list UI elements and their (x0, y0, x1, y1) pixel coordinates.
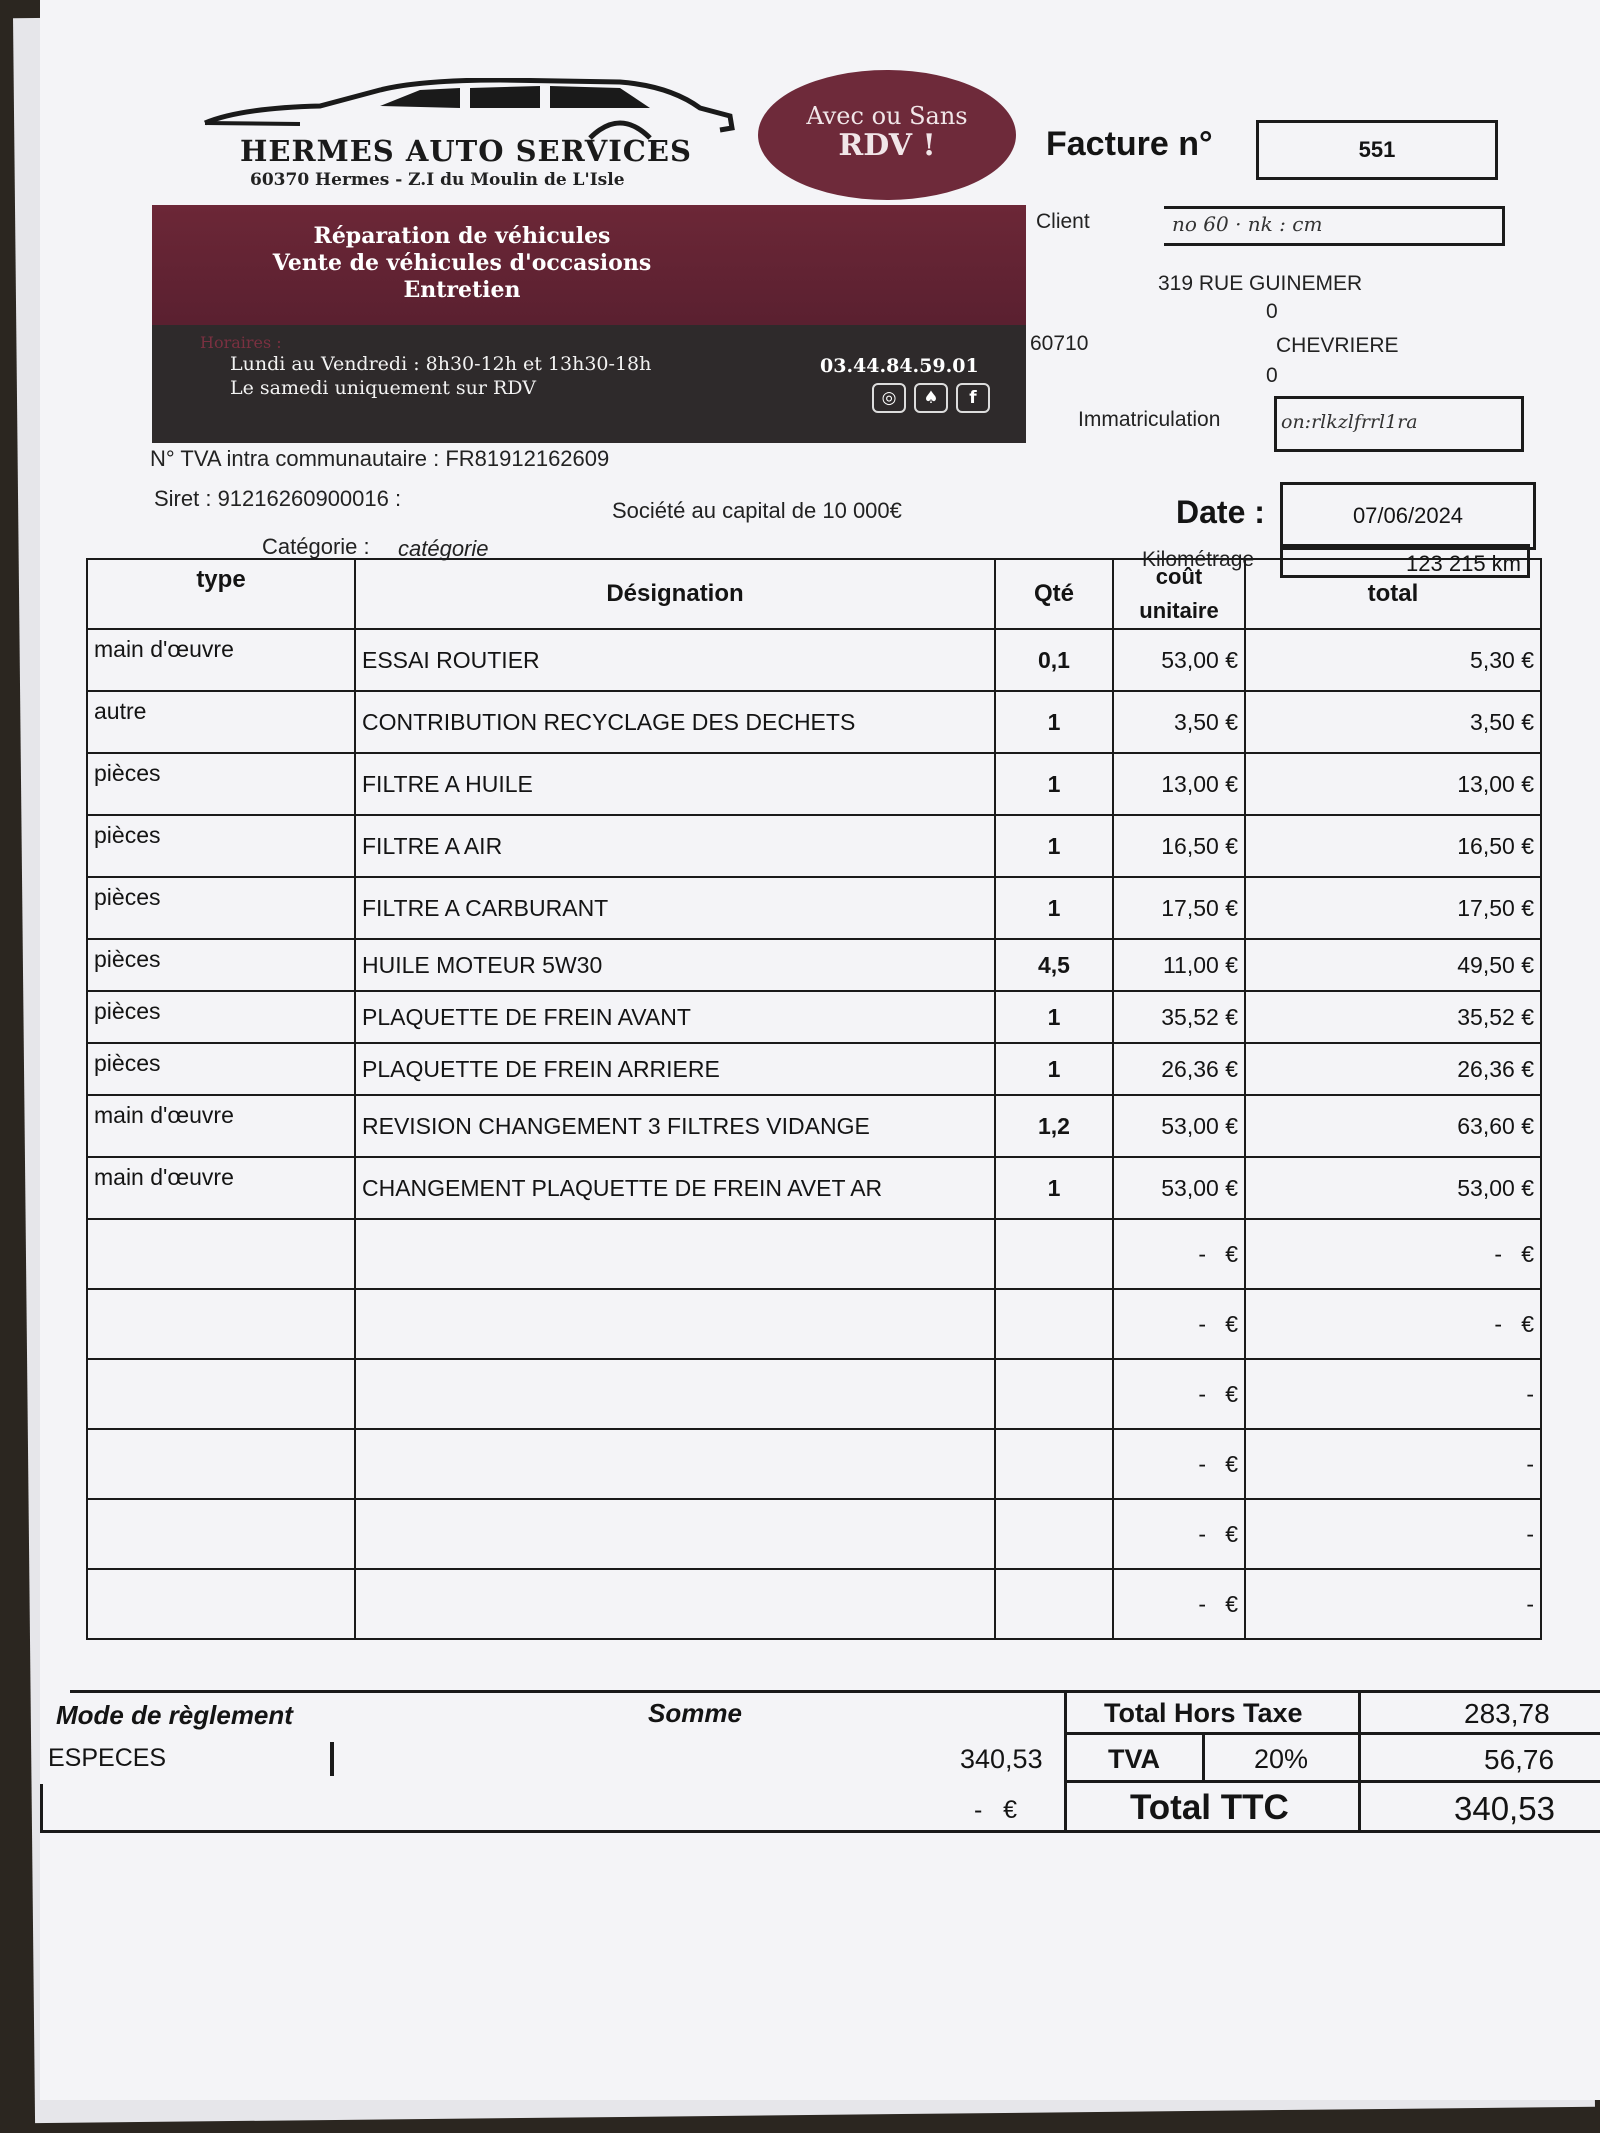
row-qty (995, 1359, 1113, 1429)
badge-line2: RDV ! (838, 128, 936, 163)
row-qty (995, 1219, 1113, 1289)
row-unit-cost: 53,00 € (1113, 629, 1245, 691)
row-total: 16,50 € (1245, 815, 1541, 877)
row-qty (995, 1289, 1113, 1359)
row-qty: 1,2 (995, 1095, 1113, 1157)
totals-rule-2 (1064, 1780, 1600, 1783)
row-qty: 1 (995, 753, 1113, 815)
row-designation (355, 1289, 995, 1359)
row-total: - € (1245, 1219, 1541, 1289)
totals-mid-rule (1358, 1690, 1361, 1833)
phone-number: 03.44.84.59.01 (820, 355, 979, 377)
row-qty (995, 1569, 1113, 1639)
tva-amount: 56,76 (1484, 1744, 1555, 1775)
payment-mode-label: Mode de règlement (56, 1700, 293, 1730)
cursor-mark (330, 1742, 334, 1776)
row-qty: 1 (995, 991, 1113, 1043)
row-total: 35,52 € (1245, 991, 1541, 1043)
tva-label: TVA (1108, 1744, 1160, 1774)
plate-handwritten: on:rlkzlfrrl1ra (1274, 396, 1524, 452)
invoice-sheet (40, 0, 1600, 2100)
services-banner (152, 205, 1026, 443)
row-designation: CONTRIBUTION RECYCLAGE DES DECHETS (355, 691, 995, 753)
table-row (87, 691, 1541, 753)
row-designation: REVISION CHANGEMENT 3 FILTRES VIDANGE (355, 1095, 995, 1157)
table-header-row (87, 559, 1541, 629)
hours-saturday: Le samedi uniquement sur RDV (230, 377, 536, 399)
header-unit-cost: coût unitaire (1113, 559, 1245, 629)
row-total: - € (1245, 1289, 1541, 1359)
row-unit-cost: 13,00 € (1113, 753, 1245, 815)
row-total: - (1245, 1569, 1541, 1639)
instagram-icon: ◎ (872, 383, 906, 413)
row-type: pièces (87, 877, 355, 939)
payment-amount-cash: 340,53 (960, 1744, 1043, 1774)
table-row (87, 1569, 1541, 1639)
payment-amount-empty: - € (974, 1796, 1018, 1824)
vat-number: N° TVA intra communautaire : FR81912162609 (150, 446, 610, 471)
client-handwritten: no 60 · nk : cm (1164, 206, 1505, 246)
row-designation (355, 1219, 995, 1289)
row-qty: 4,5 (995, 939, 1113, 991)
row-type: pièces (87, 1043, 355, 1095)
row-unit-cost: - € (1113, 1359, 1245, 1429)
client-label: Client (1036, 210, 1090, 233)
hours-weekdays: Lundi au Vendredi : 8h30-12h et 13h30-18h (230, 353, 652, 375)
header-total: total (1245, 559, 1541, 629)
row-unit-cost: 26,36 € (1113, 1043, 1245, 1095)
facebook-icon: f (956, 383, 990, 413)
row-type: pièces (87, 753, 355, 815)
row-total: 3,50 € (1245, 691, 1541, 753)
row-unit-cost: - € (1113, 1219, 1245, 1289)
table-row (87, 1043, 1541, 1095)
invoice-date: 07/06/2024 (1280, 482, 1536, 550)
row-qty: 1 (995, 1157, 1113, 1219)
row-unit-cost: - € (1113, 1499, 1245, 1569)
header-qty: Qté (995, 559, 1113, 629)
summary-left-rule (40, 1784, 43, 1832)
header-designation: Désignation (355, 559, 995, 629)
row-designation: ESSAI ROUTIER (355, 629, 995, 691)
row-unit-cost: 3,50 € (1113, 691, 1245, 753)
totals-left-rule (1064, 1690, 1067, 1833)
table-row (87, 1289, 1541, 1359)
row-type: pièces (87, 815, 355, 877)
table-row (87, 1359, 1541, 1429)
row-designation (355, 1499, 995, 1569)
row-unit-cost: - € (1113, 1289, 1245, 1359)
table-row (87, 991, 1541, 1043)
row-type: main d'œuvre (87, 1157, 355, 1219)
service-maintenance: Entretien (403, 277, 521, 303)
row-designation (355, 1429, 995, 1499)
siret-number: Siret : 91216260900016 : (154, 486, 402, 511)
row-qty: 1 (995, 691, 1113, 753)
row-type (87, 1219, 355, 1289)
row-unit-cost: 17,50 € (1113, 877, 1245, 939)
row-designation: FILTRE A CARBURANT (355, 877, 995, 939)
row-qty: 1 (995, 1043, 1113, 1095)
tva-rate: 20% (1254, 1744, 1309, 1774)
mileage-label: Kilométrage (1142, 548, 1255, 571)
row-unit-cost: 53,00 € (1113, 1157, 1245, 1219)
mileage-value: 123 215 km (1280, 544, 1530, 578)
row-total: 26,36 € (1245, 1043, 1541, 1095)
company-name: HERMES AUTO SERVICES (240, 134, 692, 168)
table-row (87, 939, 1541, 991)
row-total: 63,60 € (1245, 1095, 1541, 1157)
table-row (87, 753, 1541, 815)
row-unit-cost: - € (1113, 1569, 1245, 1639)
row-unit-cost: 35,52 € (1113, 991, 1245, 1043)
row-designation: PLAQUETTE DE FREIN ARRIERE (355, 1043, 995, 1095)
row-unit-cost: 16,50 € (1113, 815, 1245, 877)
row-designation: FILTRE A HUILE (355, 753, 995, 815)
service-sales: Vente de véhicules d'occasions (272, 250, 652, 276)
row-total: 49,50 € (1245, 939, 1541, 991)
client-zero-1: 0 (1266, 300, 1278, 323)
row-total: 53,00 € (1245, 1157, 1541, 1219)
table-row (87, 1429, 1541, 1499)
category-label: Catégorie : (262, 534, 370, 559)
row-total: - (1245, 1429, 1541, 1499)
snapchat-icon: ♠ (914, 383, 948, 413)
row-type (87, 1289, 355, 1359)
company-address: 60370 Hermes - Z.I du Moulin de L'Isle (250, 170, 625, 190)
share-capital: Société au capital de 10 000€ (612, 498, 902, 523)
row-type: main d'œuvre (87, 629, 355, 691)
table-row (87, 629, 1541, 691)
invoice-number: 551 (1256, 120, 1498, 180)
row-type (87, 1429, 355, 1499)
table-row (87, 815, 1541, 877)
row-unit-cost: - € (1113, 1429, 1245, 1499)
row-type (87, 1499, 355, 1569)
row-qty (995, 1499, 1113, 1569)
tva-divider (1202, 1733, 1205, 1781)
payment-sum-label: Somme (648, 1698, 742, 1728)
client-street: 319 RUE GUINEMER (1158, 272, 1363, 295)
row-type (87, 1569, 355, 1639)
row-type: main d'œuvre (87, 1095, 355, 1157)
row-total: 17,50 € (1245, 877, 1541, 939)
totals-rule-1 (1064, 1732, 1600, 1735)
row-type: pièces (87, 991, 355, 1043)
rdv-badge (758, 70, 1016, 200)
total-ttc-value: 340,53 (1454, 1790, 1555, 1827)
row-designation: FILTRE A AIR (355, 815, 995, 877)
client-city: CHEVRIERE (1276, 334, 1399, 357)
row-unit-cost: 53,00 € (1113, 1095, 1245, 1157)
row-type (87, 1359, 355, 1429)
total-ttc-label: Total TTC (1130, 1788, 1289, 1827)
row-type: autre (87, 691, 355, 753)
category-value: catégorie (398, 536, 489, 561)
badge-line1: Avec ou Sans (806, 102, 968, 130)
plate-label: Immatriculation (1078, 408, 1221, 431)
hours-title: Horaires : (200, 333, 282, 352)
service-repair: Réparation de véhicules (313, 223, 611, 249)
table-row (87, 877, 1541, 939)
row-qty: 0,1 (995, 629, 1113, 691)
row-total: - (1245, 1499, 1541, 1569)
summary-bottom-rule (40, 1830, 1600, 1833)
table-row (87, 1499, 1541, 1569)
table-row (87, 1219, 1541, 1289)
row-qty: 1 (995, 815, 1113, 877)
client-postcode: 60710 (1030, 332, 1089, 355)
row-total: 13,00 € (1245, 753, 1541, 815)
items-table (86, 558, 1542, 1640)
payment-mode-cash: ESPECES (48, 1744, 167, 1772)
row-total: - (1245, 1359, 1541, 1429)
row-designation: CHANGEMENT PLAQUETTE DE FREIN AVET AR (355, 1157, 995, 1219)
invoice-number-label: Facture n° (1046, 125, 1213, 163)
header-type: type (87, 559, 355, 629)
row-designation (355, 1569, 995, 1639)
row-unit-cost: 11,00 € (1113, 939, 1245, 991)
total-ht-value: 283,78 (1464, 1698, 1550, 1729)
table-row (87, 1157, 1541, 1219)
row-qty (995, 1429, 1113, 1499)
date-label: Date : (1176, 494, 1265, 530)
table-row (87, 1095, 1541, 1157)
summary-top-rule (70, 1690, 1600, 1693)
total-ht-label: Total Hors Taxe (1104, 1698, 1303, 1728)
row-qty: 1 (995, 877, 1113, 939)
row-designation: PLAQUETTE DE FREIN AVANT (355, 991, 995, 1043)
row-designation: HUILE MOTEUR 5W30 (355, 939, 995, 991)
client-zero-2: 0 (1266, 364, 1278, 387)
row-total: 5,30 € (1245, 629, 1541, 691)
row-type: pièces (87, 939, 355, 991)
row-designation (355, 1359, 995, 1429)
